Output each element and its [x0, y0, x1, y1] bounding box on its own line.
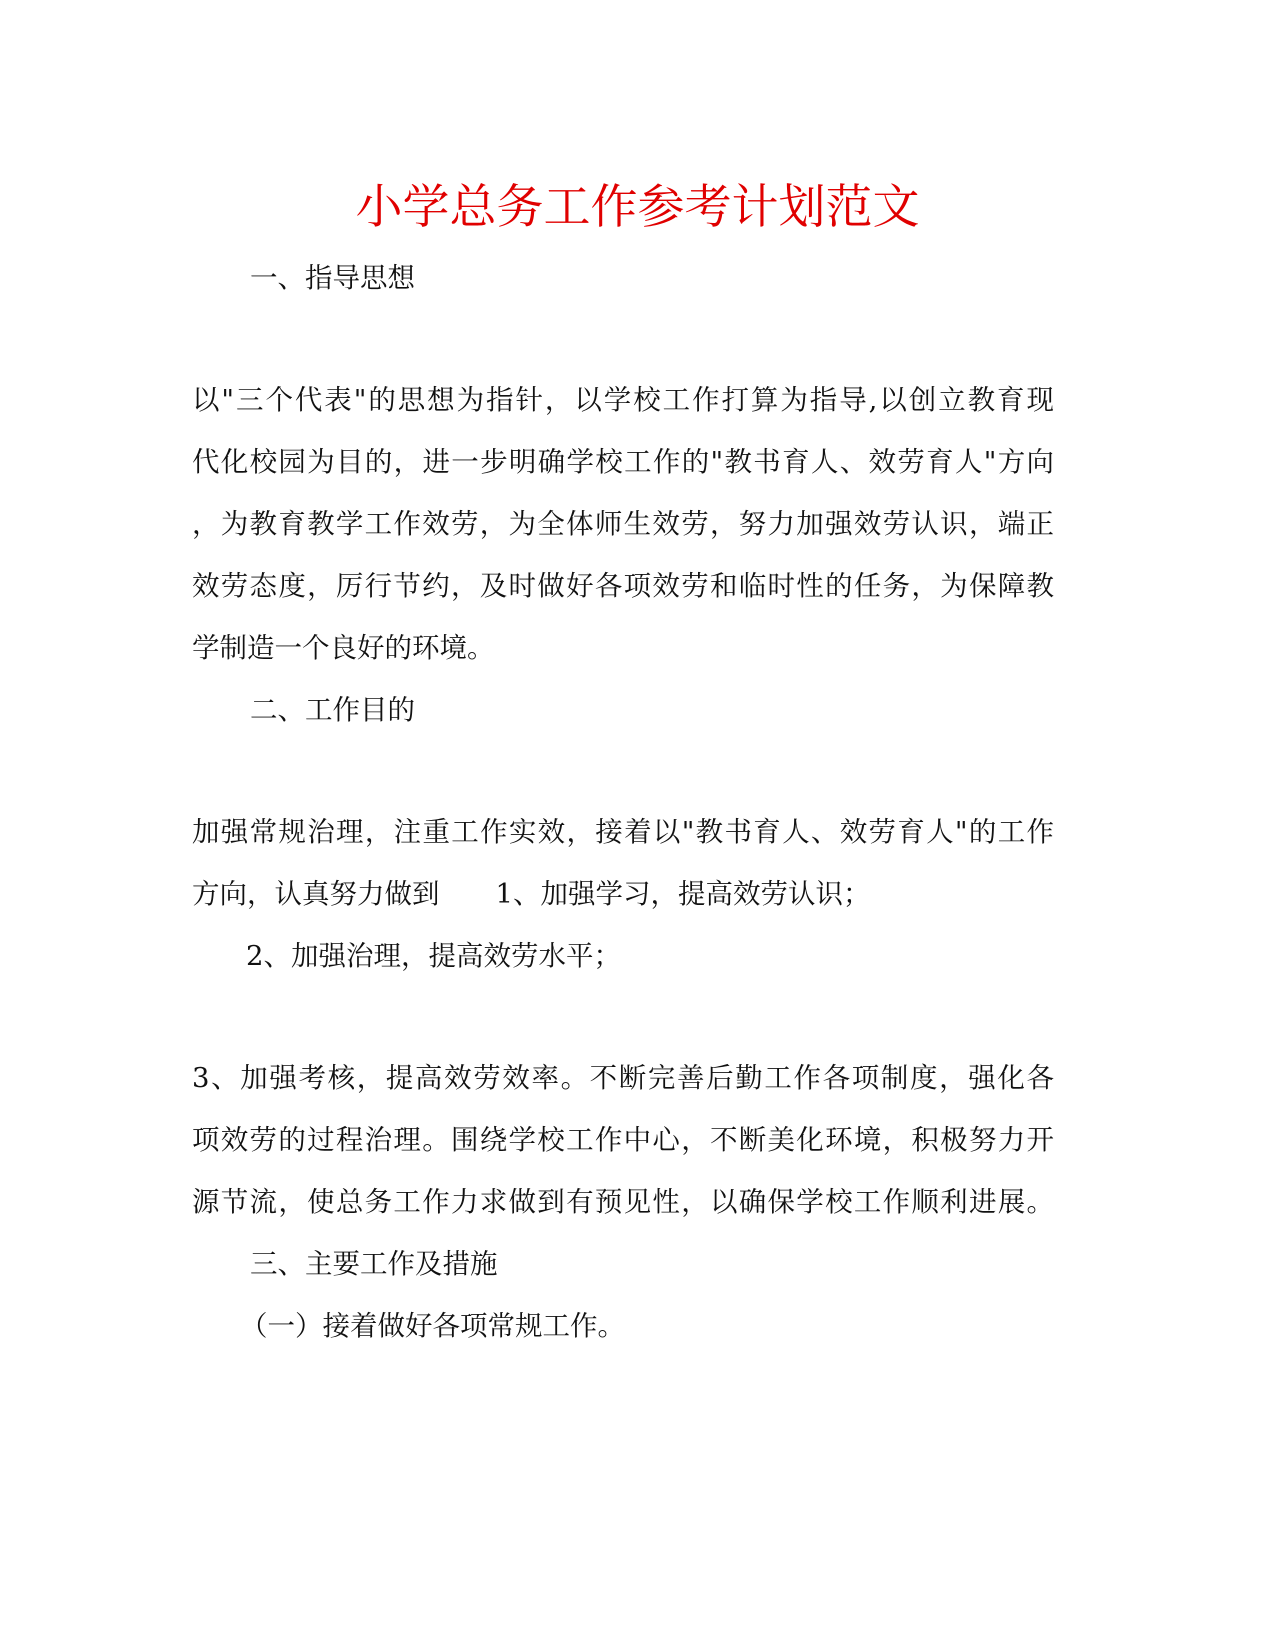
- section-heading-work-goals: 二、工作目的: [250, 694, 415, 726]
- list-item-1: 1、加强学习，提高效劳认识；: [495, 878, 871, 910]
- paragraph-line: 学制造一个良好的环境。: [192, 632, 495, 664]
- list-item-2: 2、加强治理，提高效劳水平；: [246, 940, 621, 972]
- section-heading-main-work: 三、主要工作及措施: [250, 1248, 498, 1280]
- paragraph-text: 方向，认真努力做到: [192, 878, 440, 910]
- document-title: 小学总务工作参考计划范文: [355, 180, 920, 235]
- paragraph-line: [192, 874, 871, 914]
- paragraph-line: ，为教育教学工作效劳，为全体师生效劳，努力加强效劳认识，端正: [192, 508, 1054, 540]
- paragraph-line: 加强常规治理，注重工作实效，接着以"教书育人、效劳育人"的工作: [192, 816, 1054, 848]
- subsection-heading: （一）接着做好各项常规工作。: [240, 1310, 625, 1342]
- paragraph-line: 代化校园为目的，进一步明确学校工作的"教书育人、效劳育人"方向: [192, 446, 1054, 478]
- paragraph-line: 源节流，使总务工作力求做到有预见性，以确保学校工作顺利进展。: [192, 1186, 1054, 1218]
- paragraph-line: 以"三个代表"的思想为指针，以学校工作打算为指导,以创立教育现: [192, 384, 1054, 416]
- paragraph-line: 3、加强考核，提高效劳效率。不断完善后勤工作各项制度，强化各: [192, 1062, 1054, 1094]
- section-heading-guiding-ideology: 一、指导思想: [250, 262, 415, 294]
- paragraph-line: 项效劳的过程治理。围绕学校工作中心，不断美化环境，积极努力开: [192, 1124, 1054, 1156]
- paragraph-line: 效劳态度，厉行节约，及时做好各项效劳和临时性的任务，为保障教: [192, 570, 1054, 602]
